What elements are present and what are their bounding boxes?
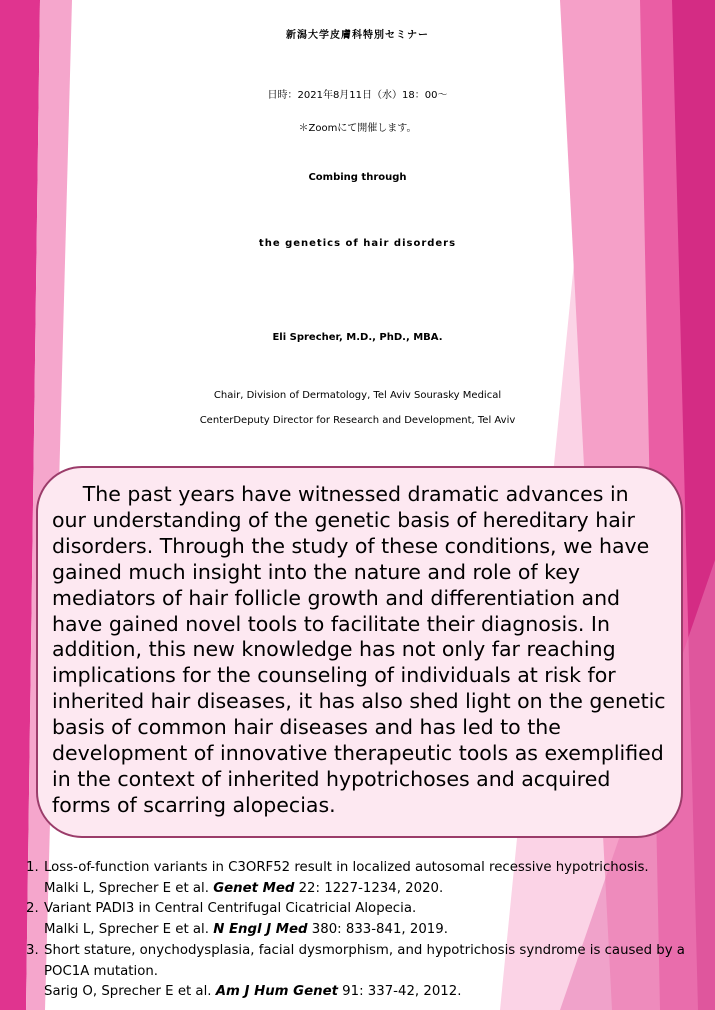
reference-journal: Am J Hum Genet (215, 984, 338, 1000)
reference-number: 3. (26, 942, 39, 958)
reference-citation (44, 982, 712, 1003)
reference-title: Variant PADI3 in Central Centrifugal Cicatricial Alopecia. (44, 901, 417, 917)
reference-item (24, 941, 712, 1003)
speaker-affiliation-line2: CenterDeputy Director for Research and Development, Tel Aviv (199, 415, 516, 426)
reference-details: 22: 1227-1234, 2020. (294, 880, 444, 896)
reference-authors: Malki L, Sprecher E et al. (44, 880, 214, 896)
abstract-box (36, 466, 683, 838)
reference-authors: Sarig O, Sprecher E et al. (44, 984, 216, 1000)
seminar-title: 新潟大学皮膚科特別セミナー (286, 30, 429, 41)
reference-number: 1. (26, 860, 39, 875)
reference-number: 2. (26, 901, 39, 917)
reference-authors: Malki L, Sprecher E et al. (44, 922, 214, 938)
reference-journal: N Engl J Med (213, 922, 308, 938)
reference-title: Loss-of-function variants in C3ORF52 result in localized autosomal recessive hypotrichosis. (44, 860, 649, 875)
abstract-text: The past years have witnessed dramatic advances in our understanding of the genetic basis of hereditary hair disorders. Through the study of these conditions, we have gained much insight into the nature and role of key mediators of hair follicle growth and differentiation and have gained novel tools to facilitate their diagnosis. In addition, this new knowledge has not only far reaching implications for the counseling of individuals at risk for inherited hair diseases, it has also shed light on the genetic basis of common hair diseases and has led to the development of innovative therapeutic tools as exemplified in the context of inherited hypotrichoses and acquired forms of scarring alopecias. (52, 482, 666, 817)
reference-journal: Genet Med (213, 880, 295, 896)
reference-title: Short stature, onychodysplasia, facial dysmorphism, and hypotrichosis syndrome is caused by a POC1A mutation. (44, 942, 685, 979)
speaker-affiliation-line1: Chair, Division of Dermatology, Tel Aviv Sourasky Medical (213, 390, 502, 401)
talk-title-line1: Combing through (308, 172, 407, 183)
talk-title-line2: the genetics of hair disorders (258, 238, 457, 249)
reference-list (24, 858, 712, 1003)
speaker-name: Eli Sprecher, M.D., PhD., MBA. (272, 332, 443, 343)
reference-details: 91: 337-42, 2012. (337, 984, 462, 1000)
reference-citation (44, 879, 712, 900)
reference-item (24, 858, 712, 899)
date-time: 日時：2021年8月11日（水）18：00〜 (267, 90, 448, 101)
zoom-notice: ＊Zoomにて開催します。 (298, 123, 417, 134)
reference-item (24, 899, 712, 940)
reference-details: 380: 833-841, 2019. (307, 922, 448, 938)
reference-citation (44, 920, 712, 941)
